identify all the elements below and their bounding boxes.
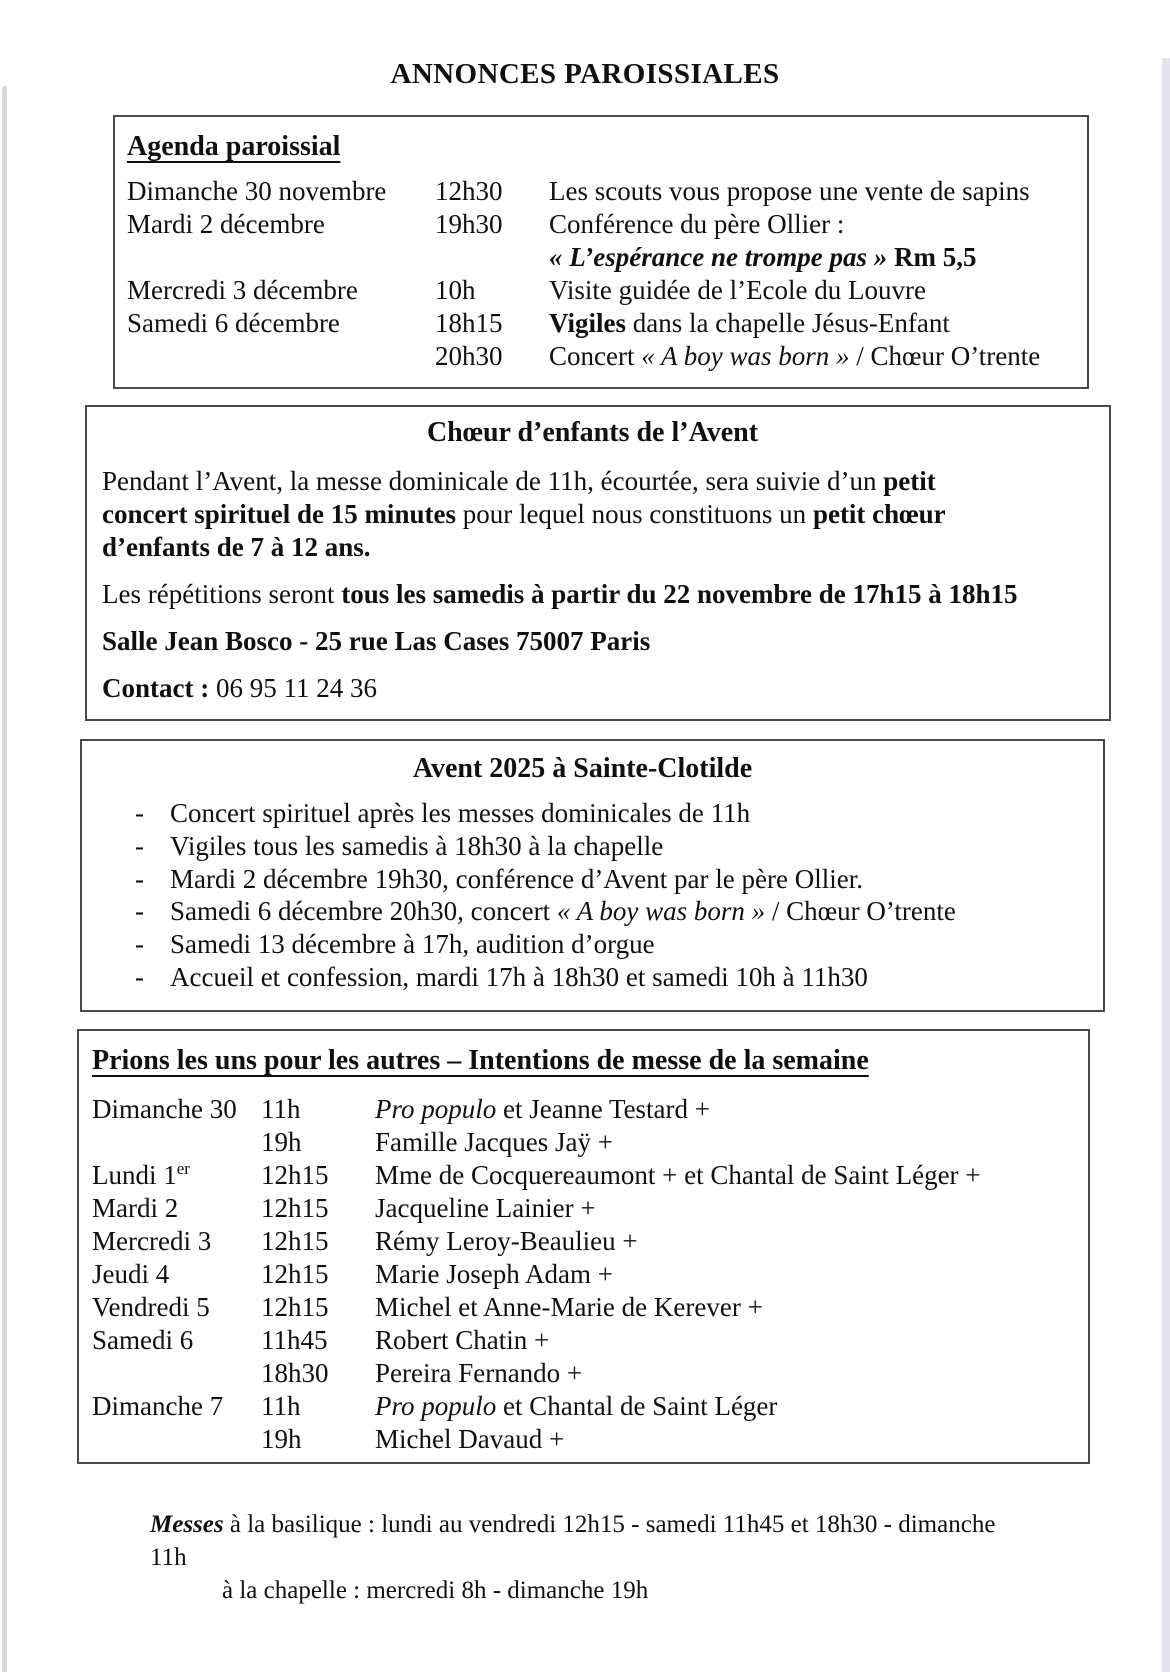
page-title: ANNONCES PAROISSIALES [390, 58, 780, 90]
intention-row [92, 1225, 1072, 1258]
bullet-dash: - [135, 830, 144, 861]
agenda-row [127, 175, 1075, 208]
agenda-time: 12h30 [435, 176, 503, 206]
intention-day: Samedi 6 [92, 1324, 194, 1355]
intention-time: 12h15 [261, 1258, 329, 1289]
intention-text: Mme de Cocquereaumont + et Chantal de Saint Léger + [375, 1159, 981, 1190]
intention-time: 19h [261, 1126, 302, 1157]
intention-day: Mardi 2 [92, 1192, 179, 1223]
choir-paragraph: Contact : 06 95 11 24 36 [102, 673, 377, 703]
intention-time: 11h [261, 1093, 301, 1124]
choir-paragraphs [102, 465, 1083, 705]
agenda-time: 20h30 [435, 341, 503, 371]
agenda-desc: « L’espérance ne trompe pas » Rm 5,5 [549, 242, 977, 272]
page-edge-left [2, 86, 7, 1672]
bullet-dash: - [135, 961, 144, 992]
intentions-heading: Prions les uns pour les autres – Intentions de messe de la semaine [92, 1044, 869, 1076]
intention-time: 18h30 [261, 1357, 329, 1388]
intention-text: Marie Joseph Adam + [375, 1258, 613, 1289]
agenda-date [127, 340, 435, 373]
agenda-desc: Concert « A boy was born » / Chœur O’trente [549, 341, 1041, 371]
avent-item-text: Samedi 6 décembre 20h30, concert « A boy was born » / Chœur O’trente [170, 896, 956, 927]
page-edge-right [1162, 58, 1170, 1672]
intention-day [92, 1423, 261, 1456]
agenda-box [113, 115, 1089, 389]
intention-day: Lundi 1er [92, 1158, 190, 1190]
avent-item-text: Accueil et confession, mardi 17h à 18h30 et samedi 10h à 11h30 [170, 961, 868, 992]
intention-text: Robert Chatin + [375, 1324, 550, 1355]
footer-line-1: Messes à la basilique : lundi au vendredi 12h15 - samedi 11h45 et 18h30 - dimanche 11h [150, 1510, 996, 1571]
agenda-row [127, 241, 1075, 274]
intention-time: 12h15 [261, 1192, 329, 1223]
intention-text: Rémy Leroy-Beaulieu + [375, 1225, 638, 1256]
avent-item [82, 863, 1083, 896]
intention-text: Famille Jacques Jaÿ + [375, 1126, 613, 1157]
agenda-row [127, 208, 1075, 241]
agenda-date [127, 241, 435, 274]
intention-row [92, 1324, 1072, 1357]
intention-row [92, 1093, 1072, 1126]
agenda-desc: Les scouts vous propose une vente de sapins [549, 176, 1030, 206]
choir-paragraph: Pendant l’Avent, la messe dominicale de 11h, écourtée, sera suivie d’un petit concert spirituel de 15 minutes pour lequel nous constituons un petit chœur d’enfants de 7 à 12 ans. [102, 466, 946, 562]
intention-day: Dimanche 30 [92, 1093, 237, 1124]
intention-text: Pereira Fernando + [375, 1357, 583, 1388]
intentions-box [77, 1029, 1090, 1464]
agenda-desc: Conférence du père Ollier : [549, 209, 845, 239]
intention-row [92, 1258, 1072, 1291]
intention-row [92, 1126, 1072, 1159]
agenda-date: Mardi 2 décembre [127, 209, 325, 239]
agenda-date: Samedi 6 décembre [127, 308, 340, 338]
bullet-dash: - [135, 863, 144, 894]
choir-paragraph: Salle Jean Bosco - 25 rue Las Cases 75007 Paris [102, 626, 651, 656]
intention-time: 11h45 [261, 1324, 328, 1355]
footer-line-2: à la chapelle : mercredi 8h - dimanche 19h [222, 1576, 649, 1604]
intentions-rows [92, 1093, 1072, 1456]
footer-note [150, 1508, 1010, 1607]
avent-item-text: Vigiles tous les samedis à 18h30 à la chapelle [170, 830, 664, 861]
avent-box [80, 739, 1105, 1012]
intention-day: Dimanche 7 [92, 1390, 224, 1421]
agenda-row [127, 274, 1075, 307]
intention-day [92, 1126, 261, 1159]
intention-row [92, 1159, 1072, 1192]
intention-day [92, 1357, 261, 1390]
agenda-desc: Visite guidée de l’Ecole du Louvre [549, 275, 926, 305]
intention-row [92, 1390, 1072, 1423]
intention-text: Michel Davaud + [375, 1423, 565, 1454]
agenda-time: 19h30 [435, 209, 503, 239]
avent-title: Avent 2025 à Sainte-Clotilde [412, 753, 753, 784]
agenda-desc: Vigiles dans la chapelle Jésus-Enfant [549, 308, 950, 338]
avent-item-text: Samedi 13 décembre à 17h, audition d’orgue [170, 929, 655, 960]
choir-paragraph: Les répétitions seront tous les samedis à partir du 22 novembre de 17h15 à 18h15 [102, 579, 1018, 609]
intention-time: 12h15 [261, 1159, 329, 1190]
intention-row [92, 1192, 1072, 1225]
intention-row [92, 1423, 1072, 1456]
intention-text: Pro populo et Chantal de Saint Léger [375, 1390, 778, 1421]
intention-row [92, 1357, 1072, 1390]
avent-item [82, 928, 1083, 961]
avent-list [82, 797, 1083, 994]
agenda-heading: Agenda paroissial [127, 131, 341, 162]
agenda-row [127, 307, 1075, 340]
intention-text: Jacqueline Lainier + [375, 1192, 596, 1223]
intention-text: Michel et Anne-Marie de Kerever + [375, 1291, 763, 1322]
agenda-date: Dimanche 30 novembre [127, 176, 387, 206]
bullet-dash: - [135, 929, 144, 960]
intention-time: 12h15 [261, 1291, 329, 1322]
avent-item [82, 797, 1083, 830]
intention-time: 11h [261, 1390, 301, 1421]
bullet-dash: - [135, 896, 144, 927]
agenda-time [435, 241, 549, 274]
intention-day: Mercredi 3 [92, 1225, 212, 1256]
avent-item [82, 895, 1083, 928]
agenda-date: Mercredi 3 décembre [127, 275, 358, 305]
agenda-rows [127, 175, 1075, 373]
choir-box [85, 405, 1111, 721]
intention-day: Vendredi 5 [92, 1291, 210, 1322]
choir-title: Chœur d’enfants de l’Avent [426, 417, 759, 448]
agenda-row [127, 340, 1075, 373]
avent-item [82, 830, 1083, 863]
intention-row [92, 1291, 1072, 1324]
intention-time: 19h [261, 1423, 302, 1454]
avent-item [82, 961, 1083, 994]
avent-item-text: Concert spirituel après les messes dominicales de 11h [170, 798, 751, 828]
intention-text: Pro populo et Jeanne Testard + [375, 1093, 711, 1124]
intention-day: Jeudi 4 [92, 1258, 170, 1289]
agenda-time: 18h15 [435, 308, 503, 338]
agenda-time: 10h [435, 275, 476, 305]
bullet-dash: - [135, 798, 144, 828]
intention-time: 12h15 [261, 1225, 329, 1256]
avent-item-text: Mardi 2 décembre 19h30, conférence d’Avent par le père Ollier. [170, 863, 863, 894]
